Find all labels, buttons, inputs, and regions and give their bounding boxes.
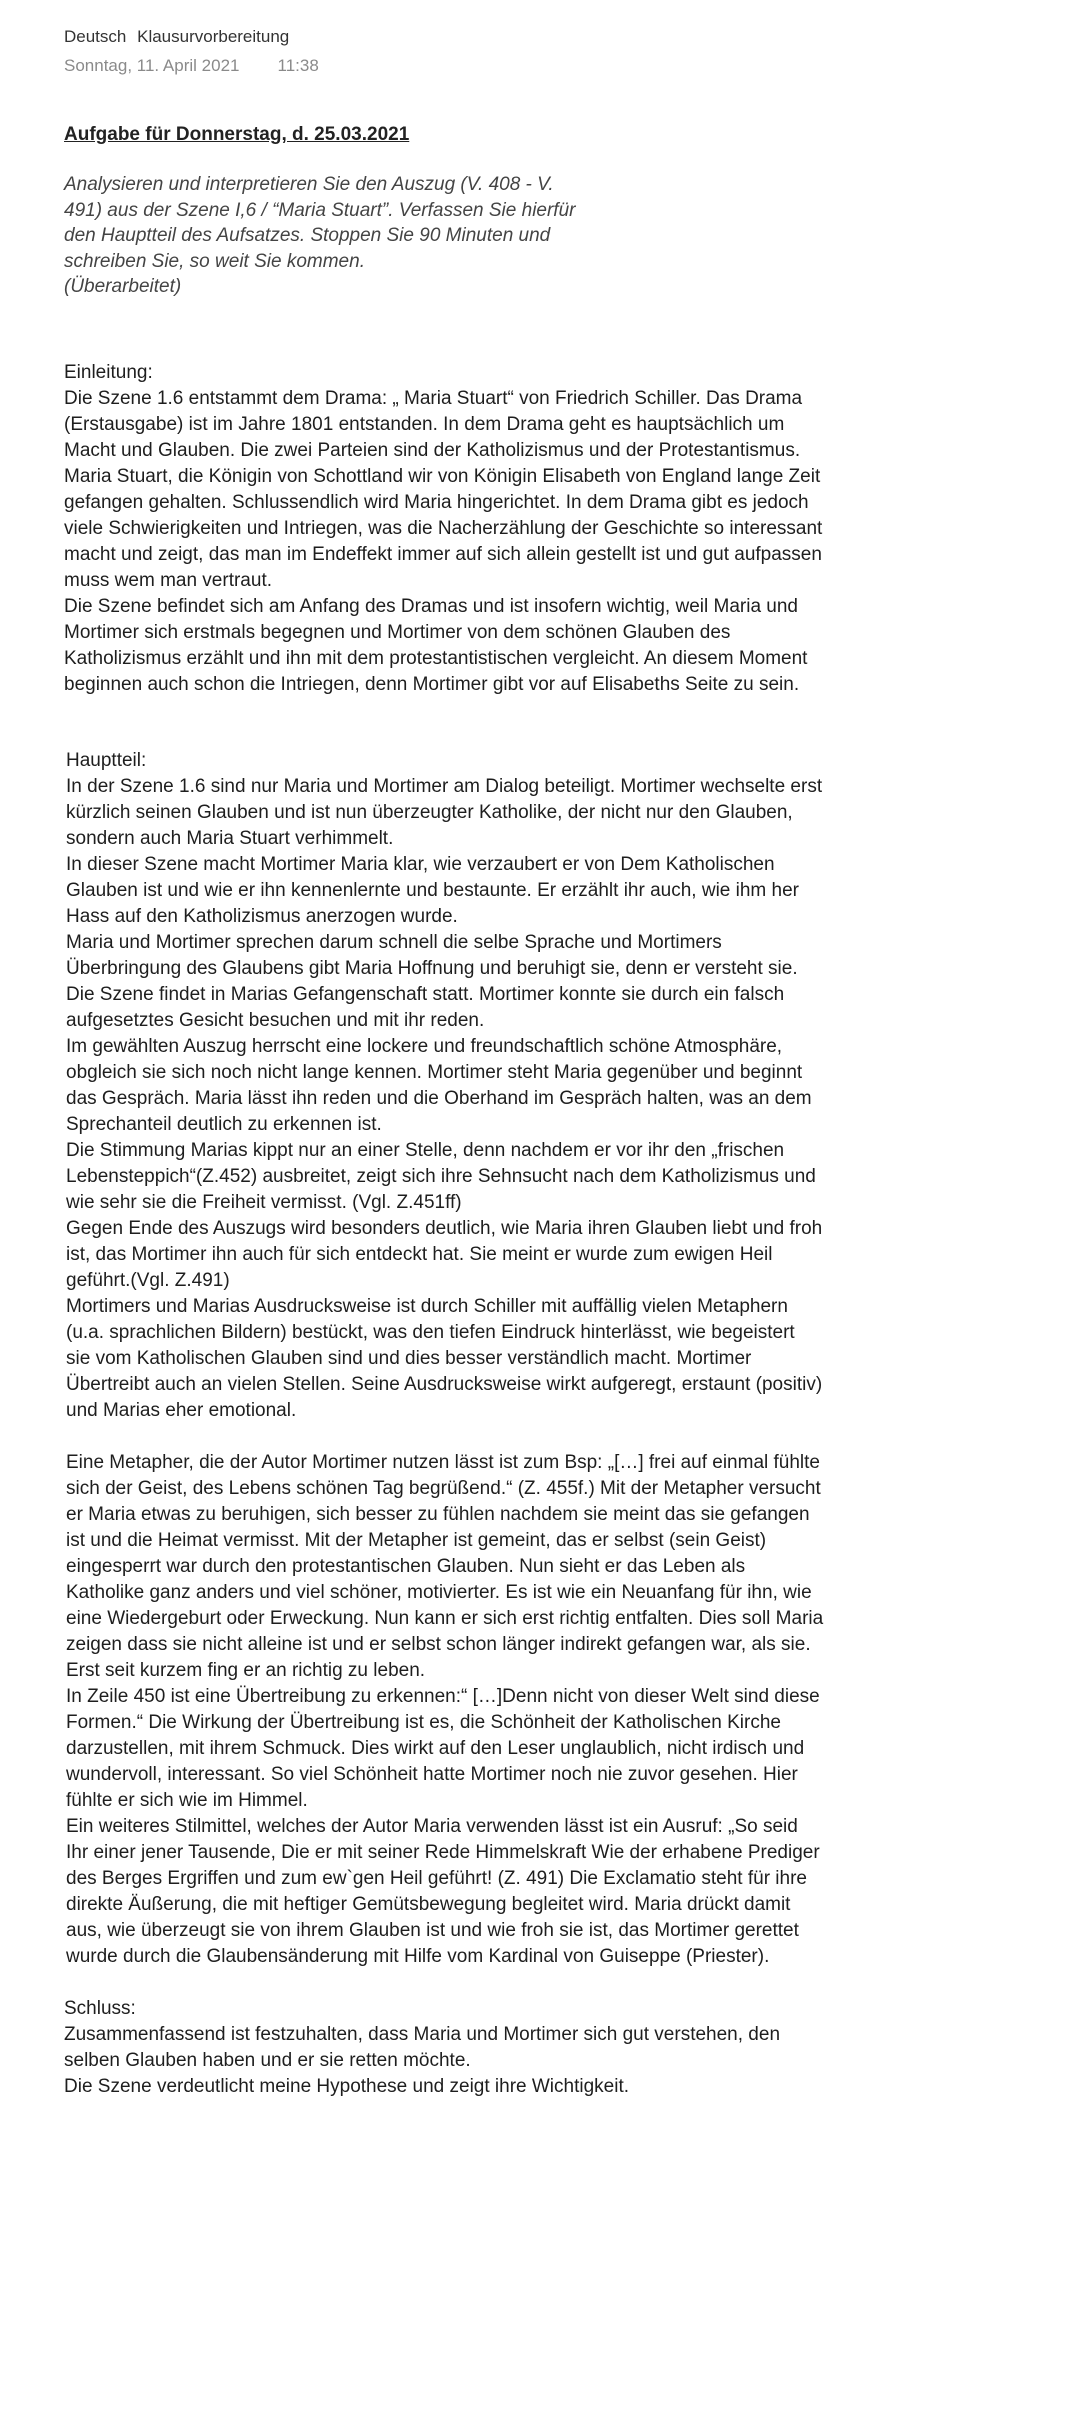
paragraph: Die Szene befindet sich am Anfang des Dramas und ist insofern wichtig, weil Maria und Mortimer sich erstmals begegnen und Mortimer von dem schönen Glauben des Katholizismus erzählt und ihn mit dem protestantistischen vergleicht. An diesem Moment beginnen auch schon die Intriegen, denn Mortimer gibt vor auf Elisabeths Seite zu sein.	[64, 596, 808, 695]
section-name: Deutsch	[64, 27, 127, 46]
paragraph: Mortimers und Marias Ausdrucksweise ist durch Schiller mit auffällig vielen Metaphern (u.a. sprachlichen Bildern) bestückt, was den tiefen Eindruck hinterlässt, wie begeistert sie vom Katholischen Glauben sind und dies besser verständlich macht. Mortimer Übertreibt auch an vielen Stellen. Seine Ausdrucksweise wirkt aufgeregt, erstaunt (positiv) und Marias eher emotional.	[66, 1296, 823, 1421]
paragraph: Ein weiteres Stilmittel, welches der Autor Maria verwenden lässt ist ein Ausruf: „So seid Ihr einer jener Tausende, Die er mit seiner Rede Himmelskraft Wie der erhabene Prediger des Berges Ergriffen und zum ew`gen Heil geführt! (Z. 491) Die Exclamatio steht für ihre direkte Äußerung, die mit heftiger Gemütsbewegung begleitet wird. Maria drückt damit aus, wie überzeugt sie von ihrem Glauben ist und wie froh sie ist, das Mortimer gerettet wurde durch die Glaubensänderung mit Hilfe vom Kardinal von Guiseppe (Priester).	[66, 1816, 820, 1967]
paragraph: Die Szene findet in Marias Gefangenschaft statt. Mortimer konnte sie durch ein falsch aufgesetztes Gesicht besuchen und mit ihr reden.	[66, 984, 785, 1031]
paragraph: Eine Metapher, die der Autor Mortimer nutzen lässt ist zum Bsp: „[…] frei auf einmal fühlte sich der Geist, des Lebens schönen Tag begrüßend.“ (Z. 455f.) Mit der Metapher versucht er Maria etwas zu beruhigen, sich besser zu fühlen nachdem sie meint das sie gefangen ist und die Heimat vermisst. Mit der Metapher ist gemeint, das er selbst (sein Geist) eingesperrt war durch den protestantischen Glauben. Nun sieht er das Leben als Katholike ganz anders und viel schöner, motivierter. Es ist wie ein Neuanfang für ihn, wie eine Wiedergeburt oder Erweckung. Nun kann er sich erst richtig entfalten. Dies soll Maria zeigen dass sie nicht alleine ist und er selbst schon länger indirekt gefangen war, als sie. Erst seit kurzem fing er an richtig zu leben.	[66, 1452, 824, 1681]
paragraph: In Zeile 450 ist eine Übertreibung zu erkennen:“ […]Denn nicht von dieser Welt sind diese Formen.“ Die Wirkung der Übertreibung ist es, die Schönheit der Katholischen Kirche darzustellen, mit ihrem Schmuck. Dies wirkt auf den Leser unglaublich, nicht irdisch und wundervoll, interessant. So viel Schönheit hatte Mortimer noch nie zuvor gesehen. Hier fühlte er sich wie im Himmel.	[66, 1686, 820, 1811]
note-timestamp	[64, 52, 319, 80]
blank-line	[64, 1424, 824, 1450]
note-date: Sonntag, 11. April 2021	[64, 56, 240, 75]
paragraph: In der Szene 1.6 sind nur Maria und Mortimer am Dialog beteiligt. Mortimer wechselte erst kürzlich seinen Glauben und ist nun überzeugter Katholike, der nicht nur den Glauben, sondern auch Maria Stuart verhimmelt.	[66, 776, 823, 849]
hauptteil-label: Hauptteil:	[66, 750, 147, 771]
note-time: 11:38	[277, 56, 319, 75]
section-einleitung	[64, 360, 824, 698]
task-instructions: Analysieren und interpretieren Sie den Auszug (V. 408 - V. 491) aus der Szene I,6 / “Maria Stuart”. Verfassen Sie hierfür den Hauptteil des Aufsatzes. Stoppen Sie 90 Minuten und schreiben Sie, so weit Sie kommen. (Überarbeitet)	[64, 174, 576, 298]
schluss-label: Schluss:	[64, 1998, 136, 2019]
note-title	[64, 24, 319, 50]
task-block[interactable]	[64, 122, 644, 300]
task-heading: Aufgabe für Donnerstag, d. 25.03.2021	[64, 124, 410, 145]
paragraph: Im gewählten Auszug herrscht eine lockere und freundschaftlich schöne Atmosphäre, obgleich sie sich noch nicht lange kennen. Mortimer steht Maria gegenüber und beginnt das Gespräch. Maria lässt ihn reden und die Oberhand im Gespräch halten, was an dem Sprechanteil deutlich zu erkennen ist.	[66, 1036, 812, 1135]
paragraph: Maria und Mortimer sprechen darum schnell die selbe Sprache und Mortimers Überbringung des Glaubens gibt Maria Hoffnung und beruhigt sie, denn er versteht sie.	[66, 932, 798, 979]
paragraph: Die Stimmung Marias kippt nur an einer Stelle, denn nachdem er vor ihr den „frischen Lebensteppich“(Z.452) ausbreitet, zeigt sich ihre Sehnsucht nach dem Katholizismus und wie sehr sie die Freiheit vermisst. (Vgl. Z.451ff)	[66, 1140, 816, 1213]
paragraph: Zusammenfassend ist festzuhalten, dass Maria und Mortimer sich gut verstehen, den selben Glauben haben und er sie retten möchte.	[64, 2024, 781, 2071]
paragraph: In dieser Szene macht Mortimer Maria klar, wie verzaubert er von Dem Katholischen Glauben ist und wie er ihn kennenlernte und bestaunte. Er erzählt ihr auch, wie ihm her Hass auf den Katholizismus anerzogen wurde.	[66, 854, 799, 927]
note-header	[64, 24, 319, 80]
paragraph: Gegen Ende des Auszugs wird besonders deutlich, wie Maria ihren Glauben liebt und froh ist, das Mortimer ihn auch für sich entdeckt hat. Sie meint er wurde zum ewigen Heil geführt.(Vgl. Z.491)	[66, 1218, 823, 1291]
paragraph: Die Szene 1.6 entstammt dem Drama: „ Maria Stuart“ von Friedrich Schiller. Das Drama (Erstausgabe) ist im Jahre 1801 entstanden. In dem Drama geht es hauptsächlich um Macht und Glauben. Die zwei Parteien sind der Katholizismus und der Protestantismus. Maria Stuart, die Königin von Schottland wir von Königin Elisabeth von England lange Zeit gefangen gehalten. Schlussendlich wird Maria hingerichtet. In dem Drama gibt es jedoch viele Schwierigkeiten und Intriegen, was die Nacherzählung der Geschichte so interessant macht und zeigt, das man im Endeffekt immer auf sich allein gestellt ist und gut aufpassen muss wem man vertraut.	[64, 388, 823, 591]
einleitung-label: Einleitung:	[64, 362, 153, 383]
section-hauptteil	[64, 748, 824, 1970]
paragraph: Die Szene verdeutlicht meine Hypothese und zeigt ihre Wichtigkeit.	[64, 2076, 630, 2097]
page-name: Klausurvorbereitung	[137, 27, 290, 46]
essay-block[interactable]	[64, 360, 824, 2100]
section-schluss	[64, 1996, 824, 2100]
